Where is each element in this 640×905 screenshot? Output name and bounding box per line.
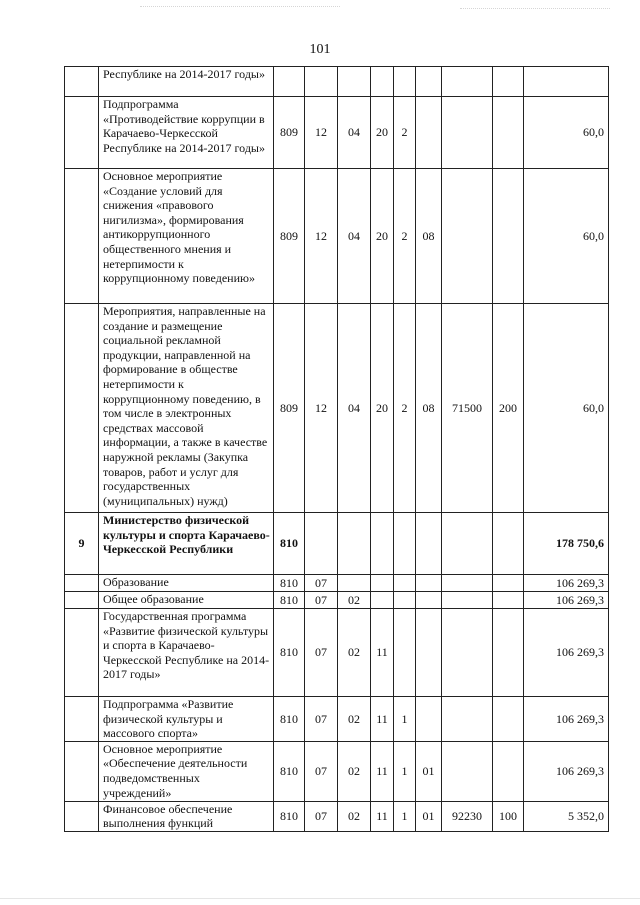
ministry-code: 810 [274,697,305,742]
section-code: 07 [305,741,338,801]
subprogram-code [394,609,416,697]
row-number [65,67,99,97]
expense-type-code [493,575,524,592]
program-code: 11 [371,801,394,831]
program-code: 11 [371,741,394,801]
expense-type-code [493,697,524,742]
table-row [65,169,609,304]
table-row [65,609,609,697]
subprogram-code: 1 [394,697,416,742]
table-row [65,304,609,513]
expense-type-code: 100 [493,801,524,831]
subsection-code [338,513,371,575]
subprogram-code [394,67,416,97]
subsection-code [338,575,371,592]
item-name: Мероприятия, направленные на создание и размещение социальной рекламной продукции, направленной на формирование в обществе нетерпимости к коррупционному поведению, в том числе в электронных средствах массовой информации, а также в качестве наружной рекламы (Закупка товаров, работ и услуг для государственных (муниципальных) нужд) [99,304,274,513]
direction-code [442,513,493,575]
event-code [416,609,442,697]
scan-artifact [140,6,340,13]
item-name: Финансовое обеспечение выполнения функций [99,801,274,831]
item-name: Общее образование [99,592,274,609]
row-number [65,609,99,697]
subsection-code [338,67,371,97]
event-code [416,97,442,169]
expense-type-code [493,513,524,575]
program-code: 20 [371,97,394,169]
expense-type-code [493,67,524,97]
direction-code [442,97,493,169]
row-number [65,697,99,742]
amount: 106 269,3 [524,575,609,592]
ministry-code: 809 [274,97,305,169]
subsection-code: 04 [338,169,371,304]
table-row [65,697,609,742]
amount [524,67,609,97]
amount: 60,0 [524,169,609,304]
subprogram-code [394,592,416,609]
page-number: 101 [309,42,331,57]
ministry-code: 810 [274,592,305,609]
subprogram-code: 1 [394,741,416,801]
ministry-code: 810 [274,609,305,697]
row-number [65,304,99,513]
item-name: Образование [99,575,274,592]
program-code: 20 [371,169,394,304]
amount: 106 269,3 [524,592,609,609]
table-row [65,741,609,801]
expense-type-code: 200 [493,304,524,513]
section-code: 07 [305,801,338,831]
section-code: 07 [305,575,338,592]
row-number: 9 [65,513,99,575]
section-code: 12 [305,304,338,513]
program-code: 11 [371,609,394,697]
direction-code [442,67,493,97]
amount: 60,0 [524,97,609,169]
subprogram-code: 2 [394,304,416,513]
table-row [65,97,609,169]
expense-type-code [493,609,524,697]
subsection-code: 02 [338,609,371,697]
item-name: Государственная программа «Развитие физической культуры и спорта в Карачаево-Черкесской Республике на 2014-2017 годы» [99,609,274,697]
section-code: 07 [305,609,338,697]
section-code [305,513,338,575]
subprogram-code: 1 [394,801,416,831]
amount: 178 750,6 [524,513,609,575]
program-code [371,592,394,609]
row-number [65,575,99,592]
direction-code [442,741,493,801]
ministry-code: 809 [274,304,305,513]
direction-code [442,575,493,592]
item-name: Подпрограмма «Противодействие коррупции в Карачаево-Черкесской Республике на 2014-2017 годы» [99,97,274,169]
program-code [371,575,394,592]
program-code [371,513,394,575]
ministry-code: 810 [274,741,305,801]
ministry-code [274,67,305,97]
event-code: 01 [416,741,442,801]
table-row [65,801,609,831]
subprogram-code [394,513,416,575]
ministry-code: 810 [274,513,305,575]
expense-type-code [493,169,524,304]
table-row [65,513,609,575]
direction-code [442,609,493,697]
direction-code: 92230 [442,801,493,831]
amount: 5 352,0 [524,801,609,831]
direction-code [442,697,493,742]
row-number [65,801,99,831]
direction-code [442,592,493,609]
amount: 106 269,3 [524,741,609,801]
subprogram-code [394,575,416,592]
subprogram-code: 2 [394,169,416,304]
section-code: 12 [305,169,338,304]
amount: 60,0 [524,304,609,513]
expense-type-code [493,741,524,801]
subsection-code: 02 [338,592,371,609]
item-name: Основное мероприятие «Создание условий для снижения «правового нигилизма», формирования антикоррупционного общественного мнения и нетерпимости к коррупционному поведению» [99,169,274,304]
program-code: 11 [371,697,394,742]
program-code: 20 [371,304,394,513]
direction-code: 71500 [442,304,493,513]
subsection-code: 02 [338,801,371,831]
row-number [65,169,99,304]
expense-type-code [493,592,524,609]
subsection-code: 04 [338,97,371,169]
direction-code [442,169,493,304]
section-code: 07 [305,592,338,609]
subsection-code: 02 [338,697,371,742]
row-number [65,592,99,609]
section-code: 12 [305,97,338,169]
table-row [65,575,609,592]
table-body [65,67,609,832]
ministry-code: 809 [274,169,305,304]
section-code: 07 [305,697,338,742]
budget-table [64,66,609,832]
ministry-code: 810 [274,801,305,831]
subprogram-code: 2 [394,97,416,169]
event-code [416,575,442,592]
event-code [416,592,442,609]
ministry-code: 810 [274,575,305,592]
scan-artifact [460,8,610,15]
item-name: Республике на 2014-2017 годы» [99,67,274,97]
event-code [416,697,442,742]
expense-type-code [493,97,524,169]
subsection-code: 04 [338,304,371,513]
event-code [416,513,442,575]
item-name: Основное мероприятие «Обеспечение деятельности подведомственных учреждений» [99,741,274,801]
row-number [65,97,99,169]
amount: 106 269,3 [524,609,609,697]
event-code: 08 [416,304,442,513]
table-row [65,67,609,97]
item-name: Подпрограмма «Развитие физической культуры и массового спорта» [99,697,274,742]
scan-artifact [0,898,640,899]
subsection-code: 02 [338,741,371,801]
event-code: 01 [416,801,442,831]
row-number [65,741,99,801]
event-code [416,67,442,97]
item-name: Министерство физической культуры и спорта Карачаево-Черкесской Республики [99,513,274,575]
program-code [371,67,394,97]
amount: 106 269,3 [524,697,609,742]
table-row [65,592,609,609]
event-code: 08 [416,169,442,304]
section-code [305,67,338,97]
